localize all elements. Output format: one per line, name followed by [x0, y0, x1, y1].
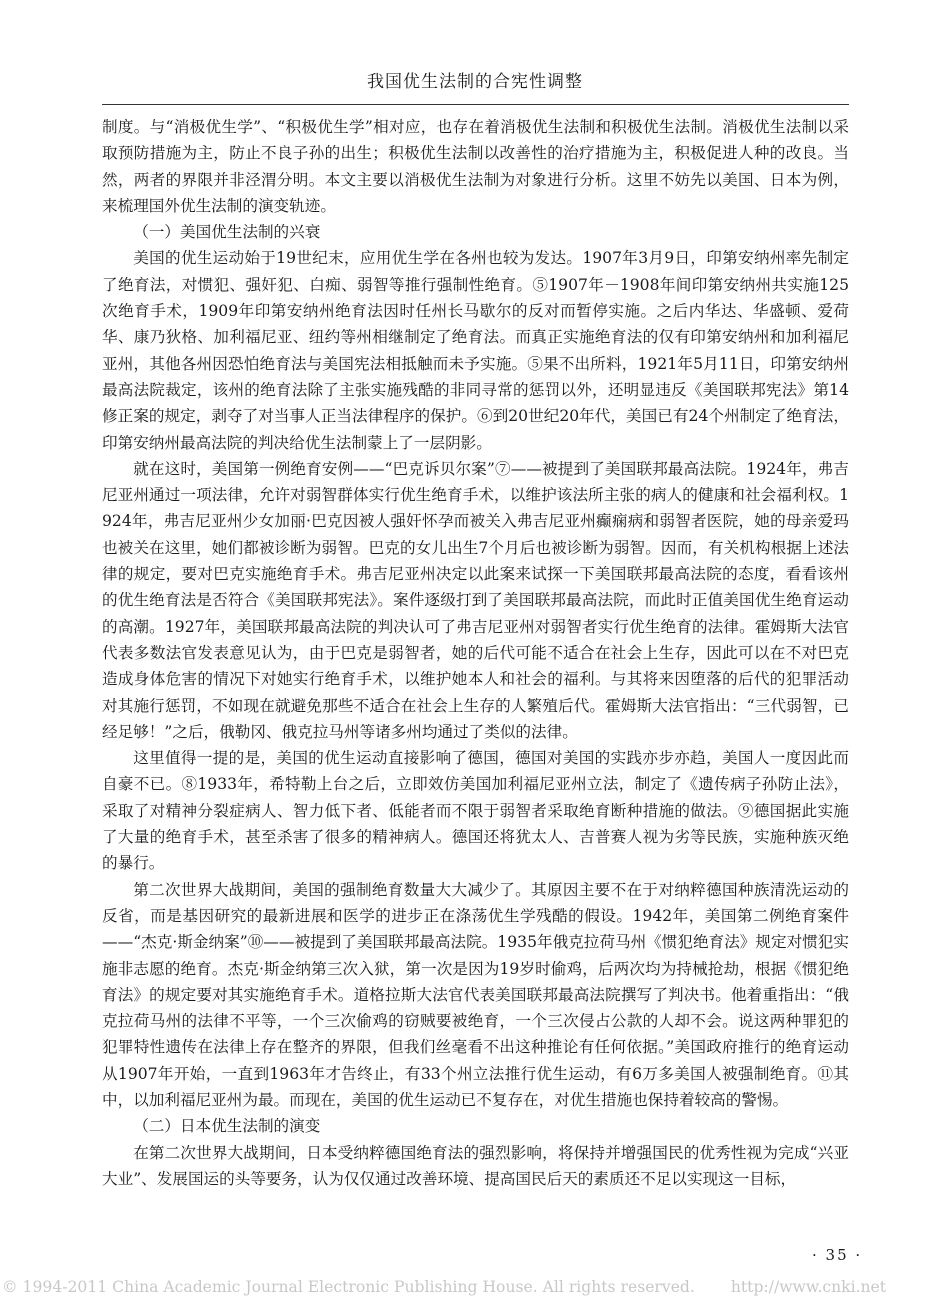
paragraph-3: 就在这时，美国第一例绝育安例——“巴克诉贝尔案”⑦——被提到了美国联邦最高法院。1924年，弗吉尼亚州通过一项法律，允许对弱智群体实行优生绝育手术，以维护该法所主张的病人的健康和社会福利权。1924年，弗吉尼亚州少女加丽·巴克因被人强奸怀孕而被关入弗吉尼亚州癫痫病和弱智者医院，她的母亲爱玛也被关在这里，她们都被诊断为弱智。巴克的女儿出生7个月后也被诊断为弱智。因而，有关机构根据上述法律的规定，要对巴克实施绝育手术。弗吉尼亚州决定以此案来试探一下美国联邦最高法院的态度，看看该州的优生绝育法是否符合《美国联邦宪法》。案件逐级打到了美国联邦最高法院，而此时正值美国优生绝育运动的高潮。1927年，美国联邦最高法院的判决认可了弗吉尼亚州对弱智者实行优生绝育的法律。霍姆斯大法官代表多数法官发表意见认为，由于巴克是弱智者，她的后代可能不适合在社会上生存，因此可以在不对巴克造成身体危害的情况下对她实行绝育手术，以维护她本人和社会的福利。与其将来因堕落的后代的犯罪活动对其施行惩罚，不如现在就避免那些不适合在社会上生存的人繁殖后代。霍姆斯大法官指出：“三代弱智，已经足够！”之后，俄勒冈、俄克拉马州等诸多州均通过了类似的法律。	[102, 459, 849, 741]
footer-link[interactable]: http://www.cnki.net	[730, 1278, 887, 1296]
paragraph-5: 第二次世界大战期间，美国的强制绝育数量大大减少了。其原因主要不在于对纳粹德国种族清洗运动的反省，而是基因研究的最新进展和医学的进步正在涤荡优生学残酷的假设。1942年，美国第二例绝育案件——“杰克·斯金纳案”⑩——被提到了美国联邦最高法院。1935年俄克拉荷马州《惯犯绝育法》规定对惯犯实施非志愿的绝育。杰克·斯金纳第三次入狱，第一次是因为19岁时偷鸡，后两次均为持械抢劫，根据《惯犯绝育法》的规定要对其实施绝育手术。道格拉斯大法官代表美国联邦最高法院撰写了判决书。他着重指出：“俄克拉荷马州的法律不平等，一个三次偷鸡的窃贼要被绝育，一个三次侵占公款的人却不会。说这两种罪犯的犯罪特性遗传在法律上存在整齐的界限，但我们丝毫看不出这种推论有任何依据。”美国政府推行的绝育运动从1907年开始，一直到1963年才告终止，有33个州立法推行优生运动，有6万多美国人被强制绝育。⑪其中，以加利福尼亚州为最。而现在，美国的优生运动已不复存在，对优生措施也保持着较高的警惕。	[102, 880, 849, 1109]
header-divider	[102, 104, 849, 105]
paragraph-2: 美国的优生运动始于19世纪末，应用优生学在各州也较为发达。1907年3月9日，印第安纳州率先制定了绝育法，对惯犯、强奸犯、白痴、弱智等推行强制性绝育。⑤1907年－1908年间印第安纳州共实施125次绝育手术，1909年印第安纳州绝育法因时任州长马歇尔的反对而暂停实施。之后内华达、华盛顿、爱荷华、康乃狄格、加利福尼亚、纽约等州相继制定了绝育法。而真正实施绝育法的仅有印第安纳州和加利福尼亚州，其他各州因恐怕绝育法与美国宪法相抵触而未予实施。⑤果不出所料，1921年5月11日，印第安纳州最高法院裁定，该州的绝育法除了主张实施残酷的非同寻常的惩罚以外，还明显违反《美国联邦宪法》第14修正案的规定，剥夺了对当事人正当法律程序的保护。⑥到20世纪20年代，美国已有24个州制定了绝育法，印第安纳州最高法院的判决给优生法制蒙上了一层阴影。	[102, 249, 849, 452]
copyright-text: © 1994-2011 China Academic Journal Electronic Publishing House. All rights reserved.	[2, 1278, 695, 1296]
paragraph-6: 在第二次世界大战期间，日本受纳粹德国绝育法的强烈影响，将保持并增强国民的优秀性视为完成“兴亚大业”、发展国运的头等要务，认为仅仅通过改善环境、提高国民后天的素质还不足以实现这一目标，	[102, 1143, 849, 1188]
section-heading-japan: （二）日本优生法制的演变	[133, 1117, 321, 1136]
section-heading-usa: （一）美国优生法制的兴衰	[133, 223, 321, 242]
paragraph-4: 这里值得一提的是，美国的优生运动直接影响了德国，德国对美国的实践亦步亦趋，美国人一度因此而自豪不已。⑧1933年，希特勒上台之后，立即效仿美国加利福尼亚州立法，制定了《遗传病子孙防止法》，采取了对精神分裂症病人、智力低下者、低能者而不限于弱智者采取绝育断种措施的做法。⑨德国据此实施了大量的绝育手术，甚至杀害了很多的精神病人。德国还将犹太人、吉普赛人视为劣等民族，实施种族灭绝的暴行。	[102, 749, 849, 873]
paragraph-1: 制度。与“消极优生学”、“积极优生学”相对应，也存在着消极优生法制和积极优生法制。消极优生法制以采取预防措施为主，防止不良子孙的出生；积极优生法制以改善性的治疗措施为主，积极促进人种的改良。当然，两者的界限并非泾渭分明。本文主要以消极优生法制为对象进行分析。这里不妨先以美国、日本为例，来梳理国外优生法制的演变轨迹。	[102, 118, 849, 215]
page-number: · 35 ·	[812, 1246, 863, 1264]
copyright-footer	[2, 1278, 886, 1296]
article-body	[102, 114, 849, 1192]
running-header-title: 我国优生法制的合宪性调整	[367, 72, 583, 92]
